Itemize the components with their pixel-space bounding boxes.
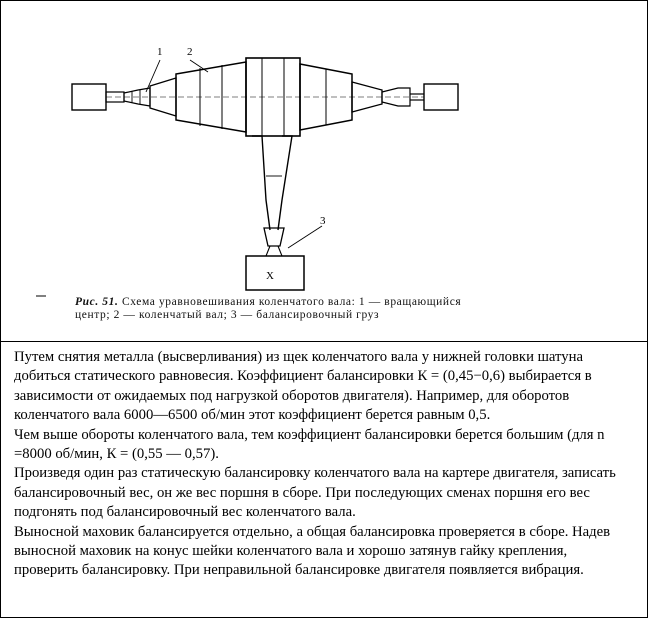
- crankshaft-balancing-diagram: [0, 0, 648, 300]
- callout-3: 3: [320, 215, 326, 227]
- paragraph-3: Произведя один раз статическую балансировку коленчатого вала на картере двигателя, записать балансировочный вес, он же вес поршня в сборе. При последующих сменах поршня его вес подгонять под балансировочный вес коленчатого вала.: [14, 465, 616, 521]
- weight-box-label: X: [266, 270, 274, 282]
- paragraph-4: Выносной маховик балансируется отдельно, а общая балансировка проверяется в сборе. Надев выносной маховик на конус шейки коленчатого вала и хорошо затянув гайку крепления, проверить балансировку. При неправильной балансировке двигателя появляется вибрация.: [14, 523, 611, 579]
- paragraph-1: Путем снятия металла (высверливания) из щек коленчатого вала у нижней головки шатуна добиться статического равновесия. Коэффициент балансировки К = (0,45−0,6) выбирается в зависимости от ожидаемых под нагрузкой оборотов двигателя). Например, для оборотов коленчатого вала 6000—6500 об/мин этот коэффициент берется равным 0,5.: [14, 349, 592, 424]
- figure-caption: [75, 296, 495, 322]
- figure-caption-rubric: Рис. 51.: [75, 296, 119, 308]
- callout-2: 2: [187, 46, 193, 58]
- figure-caption-text: Схема уравновешивания коленчатого вала: 1 — вращающийся центр; 2 — коленчатый вал; 3 — балансировочный груз: [75, 296, 462, 321]
- paragraph-2: Чем выше обороты коленчатого вала, тем коэффициент балансировки берется большим (для n =8000 об/мин, К = (0,55 — 0,57).: [14, 426, 605, 463]
- figure-bottom-rule: [0, 341, 648, 342]
- callout-1: 1: [157, 46, 163, 58]
- body-text: [14, 348, 634, 581]
